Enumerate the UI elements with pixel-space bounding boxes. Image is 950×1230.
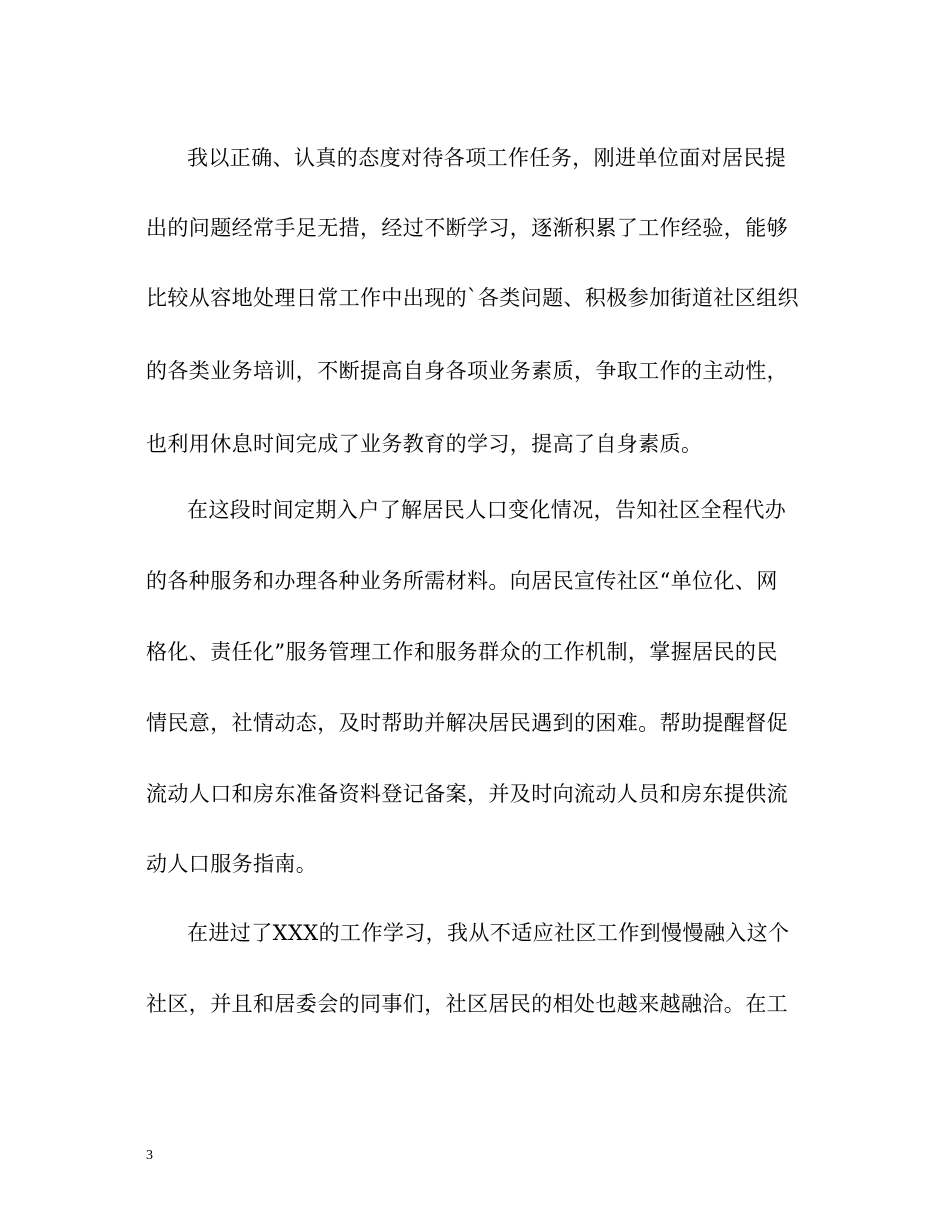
paragraph-line: 动人口服务指南。 [146, 852, 318, 876]
paragraph-line: 比较从容地处理日常工作中出现的`各类问题、积极参加街道社区组织 [146, 286, 799, 310]
paragraph-line: 的各类业务培训，不断提高自身各项业务素质，争取工作的主动性， [146, 359, 788, 383]
paragraph-line: 流动人口和房东准备资料登记备案，并及时向流动人员和房东提供流 [146, 782, 788, 806]
paragraph-line: 我以正确、认真的态度对待各项工作任务，刚进单位面对居民提 [187, 146, 787, 170]
paragraph-line: 的各种服务和办理各种业务所需材料。向居民宣传社区“单位化、网 [146, 569, 778, 593]
paragraph-line: 在进过了XXX的工作学习，我从不适应社区工作到慢慢融入这个 [187, 921, 790, 945]
page-number: 3 [146, 1148, 153, 1163]
paragraph-line: 格化、责任化”服务管理工作和服务群众的工作机制，掌握居民的民 [146, 640, 778, 664]
paragraph-line: 社区，并且和居委会的同事们，社区居民的相处也越来越融洽。在工 [146, 992, 788, 1016]
paragraph-line: 在这段时间定期入户了解居民人口变化情况，告知社区全程代办 [187, 498, 787, 522]
paragraph-line: 出的问题经常手足无措，经过不断学习，逐渐积累了工作经验，能够 [146, 216, 788, 240]
paragraph-line: 情民意，社情动态，及时帮助并解决居民遇到的困难。帮助提醒督促 [146, 711, 788, 735]
paragraph-line: 也利用休息时间完成了业务教育的学习，提高了自身素质。 [146, 432, 703, 456]
